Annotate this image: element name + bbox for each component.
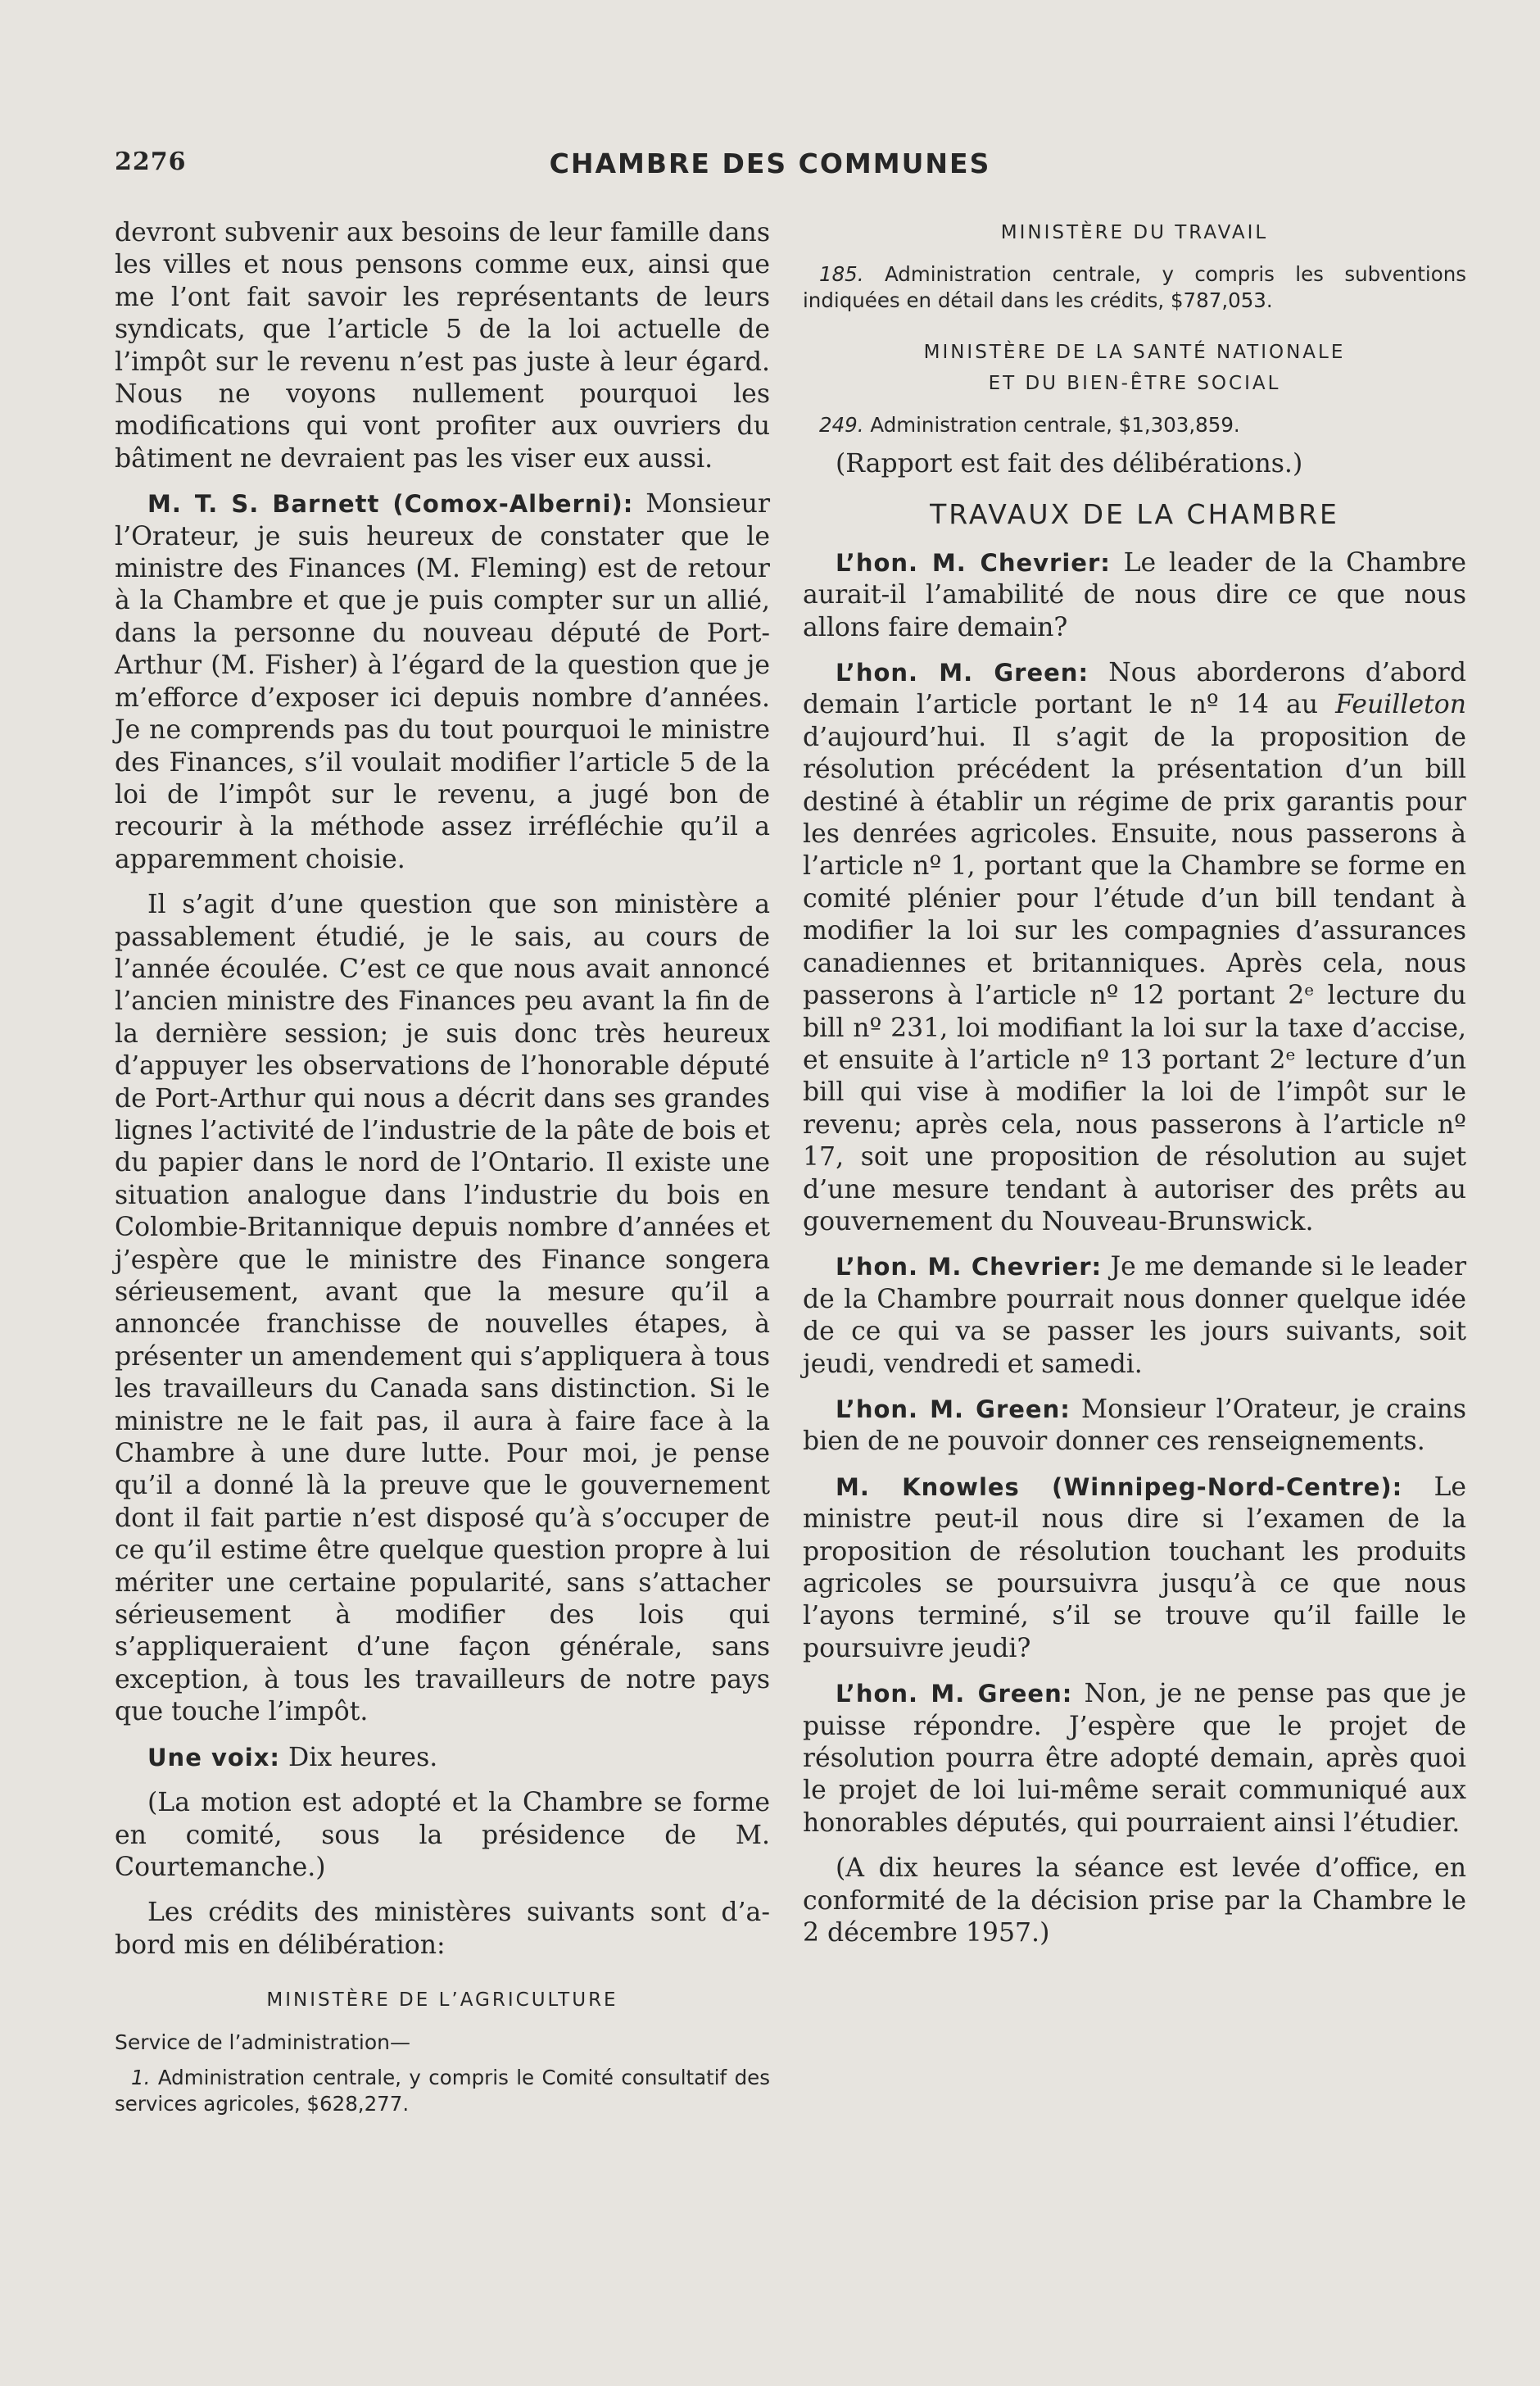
- vote-text: Administration centrale, y compris les subventions indiquées en détail dans les crédits, $787,053.: [803, 262, 1466, 312]
- section-title: TRAVAUX DE LA CHAMBRE: [930, 498, 1339, 531]
- speaker-name: L’hon. M. Chevrier:: [836, 1253, 1103, 1281]
- speaker-name: Une voix:: [147, 1743, 281, 1771]
- speech-text: d’aujourd’hui. Il s’agit de la proposition de résolution précédent la présentation d’un bill destiné à établir un régime de prix garantis pour les denrées agricoles. Ensuite, nous passerons à l’article nº 1, portant que la Chambre se forme en comité plénier pour l’étude d’un bill tendant à modifier la loi sur les compagnies d’assurances canadiennes et britanniques. Après cela, nous passerons à l’article nº 12 portant 2ᵉ lecture du bill nº 231, loi modifiant la loi sur la taxe d’accise, et ensuite à l’article nº 13 portant 2ᵉ lecture d’un bill qui vise à modifier la loi de l’impôt sur le revenu; après cela, nous passerons à l’article nº 17, soit une proposition de résolution au sujet d’une mesure tendant à autoriser des prêts au gouvernement du Nouveau-Brunswick.: [803, 722, 1466, 1236]
- ministry-heading: MINISTÈRE DU TRAVAIL: [1000, 222, 1269, 243]
- speech-green: [803, 1678, 1466, 1839]
- speech-text: Dix heures.: [288, 1742, 438, 1772]
- speech-une-voix: [115, 1742, 770, 1774]
- speech-green: [803, 657, 1466, 1238]
- speech-barnett: [115, 488, 770, 876]
- vote-number: 185.: [819, 262, 864, 286]
- journal-title: CHAMBRE DES COMMUNES: [549, 147, 991, 179]
- paragraph: (Rapport est fait des délibérations.): [836, 449, 1303, 479]
- vote-number: 1.: [131, 2066, 151, 2090]
- vote-text: Administration centrale, $1,303,859.: [870, 413, 1240, 437]
- paragraph: (La motion est adopté et la Chambre se forme en comité, sous la présidence de M. Courtemanche.): [115, 1788, 770, 1882]
- running-header: [115, 147, 1425, 188]
- paragraph: Les crédits des ministères suivants sont d’abord mis en délibération:: [115, 1898, 770, 1960]
- ministry-heading: MINISTÈRE DE L’AGRICULTURE: [266, 1989, 618, 2012]
- paragraph: (A dix heures la séance est levée d’office, en conformité de la décision prise par la Chambre le 2 décembre 1957.): [803, 1853, 1466, 1948]
- speaker-name: M. T. S. Barnett (Comox-Alberni):: [147, 490, 634, 519]
- service-subheading: Service de l’administration—: [115, 2030, 411, 2055]
- speech-knowles: [803, 1472, 1466, 1665]
- vote-number: 249.: [819, 413, 864, 437]
- vote-item: [803, 412, 1466, 438]
- speech-green: [803, 1394, 1466, 1458]
- speaker-name: L’hon. M. Green:: [836, 1395, 1071, 1423]
- speech-text: Je me demande si le leader de la Chambre pourrait nous donner quelque idée de ce qui va se passer les jours suivants, soit jeudi, vendredi et samedi.: [803, 1252, 1467, 1379]
- speaker-name: M. Knowles (Winnipeg-Nord-Centre):: [836, 1472, 1403, 1501]
- speech-text: Monsieur l’Orateur, je crains bien de ne pouvoir donner ces renseignements.: [803, 1394, 1467, 1457]
- page-number: 2276: [115, 147, 187, 176]
- speech-chevrier: [803, 547, 1466, 644]
- vote-item: [115, 2065, 770, 2117]
- feuilleton-title: Feuilleton: [1335, 690, 1467, 720]
- speech-text: Nous aborderons d’abord demain l’article portant le nº 14 au: [803, 658, 1467, 720]
- speech-text: Le leader de la Chambre aurait-il l’amabilité de nous dire ce que nous allons faire demain?: [803, 547, 1467, 642]
- speech-text: Non, je ne pense pas que je puisse répondre. J’espère que le projet de résolution pourra être adopté demain, après quoi le projet de loi lui-même serait communiqué aux honorables députés, qui pourraient ainsi l’étudier.: [803, 1679, 1466, 1838]
- speaker-name: L’hon. M. Green:: [836, 1680, 1073, 1708]
- left-column: [115, 217, 770, 2127]
- speaker-name: L’hon. M. Green:: [836, 659, 1089, 687]
- speech-chevrier: [803, 1251, 1466, 1381]
- vote-text: Administration centrale, y compris le Comité consultatif des services agricoles, $628,277.: [115, 2066, 770, 2116]
- right-column: [803, 217, 1466, 1962]
- vote-item: [803, 261, 1466, 314]
- speaker-name: L’hon. M. Chevrier:: [836, 548, 1111, 577]
- ministry-heading: [803, 337, 1466, 399]
- paragraph: devront subvenir aux besoins de leur famille dans les villes et nous pensons comme eux, ainsi que me l’ont fait savoir les représentants de leurs syndicats, que l’article 5 de la loi actuelle de l’impôt sur le revenu n’est pas juste à leur égard. Nous ne voyons nullement pourquoi les modifications qui vont profiter aux ouvriers du bâtiment ne devraient pas les viser eux aussi.: [115, 218, 770, 474]
- paragraph: Il s’agit d’une question que son ministère a passablement étudié, je le sais, au cours de l’année écoulée. C’est ce que nous avait annoncé l’ancien ministre des Finances peu avant la fin de la dernière session; je suis donc très heureux d’appuyer les observations de l’honorable député de Port-Arthur qui nous a décrit dans ses grandes lignes l’activité de l’industrie de la pâte de bois et du papier dans le nord de l’Ontario. Il existe une situation analogue dans l’industrie du bois en Colombie-Britannique depuis nombre d’années et j’espère que le ministre des Finance songera sérieusement, avant que la mesure qu’il a annoncée franchisse de nouvelles étapes, à présenter un amendement qui s’appliquera à tous les travailleurs du Canada sans distinction. Si le ministre ne le fait pas, il aura à faire face à la Chambre à une dure lutte. Pour moi, je pense qu’il a donné là la preuve que le gouvernement dont il fait partie n’est disposé qu’à s’occuper de ce qu’il estime être quelque question propre à lui mériter une certaine popularité, sans s’attacher sérieusement à modifier des lois qui s’appliqueraient d’une façon générale, sans exception, à tous les travailleurs de notre pays que touche l’impôt.: [115, 890, 770, 1727]
- speech-text: Le ministre peut-il nous dire si l’examen de la proposition de résolution touchant les produits agricoles se poursuivra jusqu’à ce que nous l’ayons terminé, s’il se trouve qu’il faille le poursuivre jeudi?: [803, 1472, 1467, 1663]
- ministry-heading-line: ET DU BIEN-ÊTRE SOCIAL: [988, 373, 1281, 394]
- ministry-heading-line: MINISTÈRE DE LA SANTÉ NATIONALE: [923, 342, 1346, 363]
- speech-text: Monsieur l’Orateur, je suis heureux de constater que le ministre des Finances (M. Fleming) est de retour à la Chambre et que je puis compter sur un allié, dans la personne du nouveau député de Port-Arthur (M. Fisher) à l’égard de la question que je m’efforce d’exposer ici depuis nombre d’années. Je ne comprends pas du tout pourquoi le ministre des Finances, s’il voulait modifier l’article 5 de la loi de l’impôt sur le revenu, a jugé bon de recourir à la méthode assez irréfléchie qu’il a apparemment choisie.: [115, 489, 771, 874]
